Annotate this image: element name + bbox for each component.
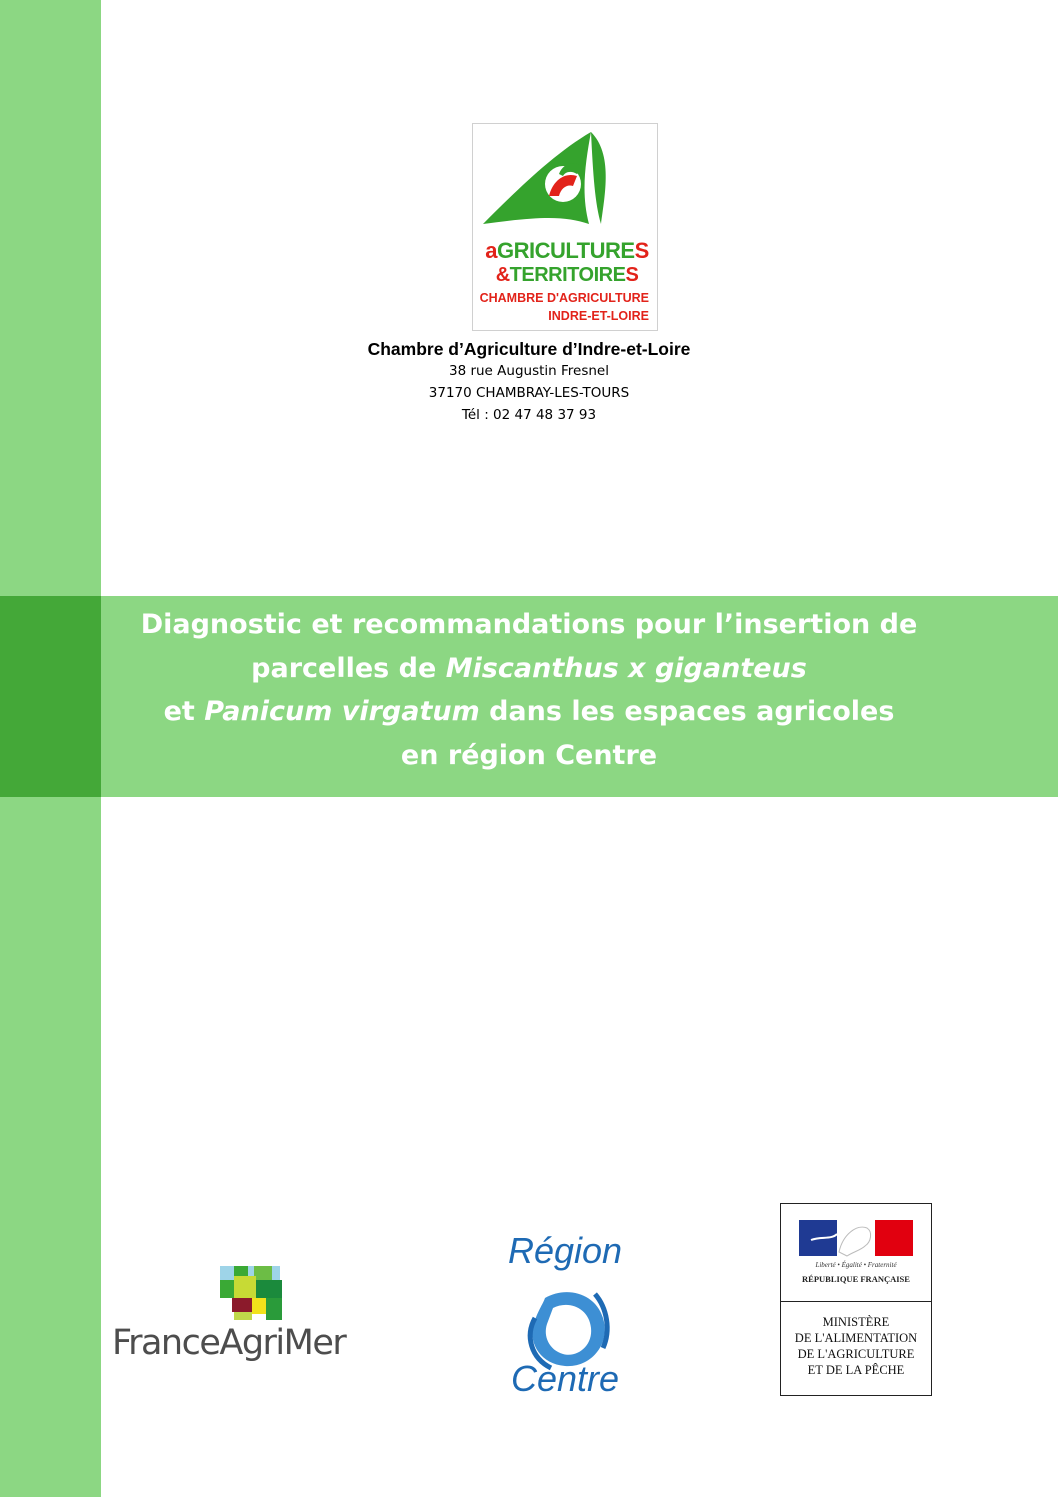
title-line-3: et Panicum virgatum dans les espaces agricoles [163, 696, 895, 727]
franceagrimer-wordmark: FranceAgriMer [112, 1323, 346, 1363]
ministere-line-2: DE L'ALIMENTATION [794, 1331, 918, 1345]
title-line-2: parcelles de Miscanthus x giganteus [251, 652, 807, 684]
title-line-4: en région Centre [400, 739, 658, 771]
marianne-icon [781, 1204, 931, 1260]
chambre-agriculture-logo [472, 123, 658, 331]
marianne-block [781, 1204, 931, 1302]
region-label: Région [507, 1230, 623, 1271]
phone-number: Tél : 02 47 48 37 93 [461, 407, 597, 423]
title-line-1: Diagnostic et recommandations pour l’insertion de [140, 609, 918, 640]
republic-motto: Liberté • Égalité • Fraternité [815, 1261, 897, 1269]
franceagrimer-logo [112, 1266, 362, 1376]
ministere-logo [780, 1203, 932, 1396]
logo-line-department: INDRE-ET-LOIRE [548, 309, 649, 323]
address-city: 37170 CHAMBRAY-LES-TOURS [428, 385, 630, 401]
logo-line-agricultures: aGRICULTURES [485, 238, 649, 263]
ministere-line-4: ET DE LA PÊCHE [807, 1363, 905, 1377]
logo-line-chambre: CHAMBRE D'AGRICULTURE [479, 291, 649, 305]
region-centre-logo [495, 1230, 635, 1400]
ministere-line-1: MINISTÈRE [822, 1315, 890, 1329]
logo-line-territoires: &TERRITOIRES [495, 264, 639, 286]
franceagrimer-emblem [220, 1266, 300, 1326]
republique-francaise: RÉPUBLIQUE FRANÇAISE [802, 1274, 910, 1284]
title-band-accent [0, 596, 101, 797]
centre-label: Centre [510, 1358, 620, 1399]
organization-name: Chambre d’Agriculture d’Indre-et-Loire [367, 339, 691, 359]
document-title [101, 603, 957, 777]
address-street: 38 rue Augustin Fresnel [448, 363, 609, 379]
ministere-line-3: DE L'AGRICULTURE [797, 1347, 915, 1361]
